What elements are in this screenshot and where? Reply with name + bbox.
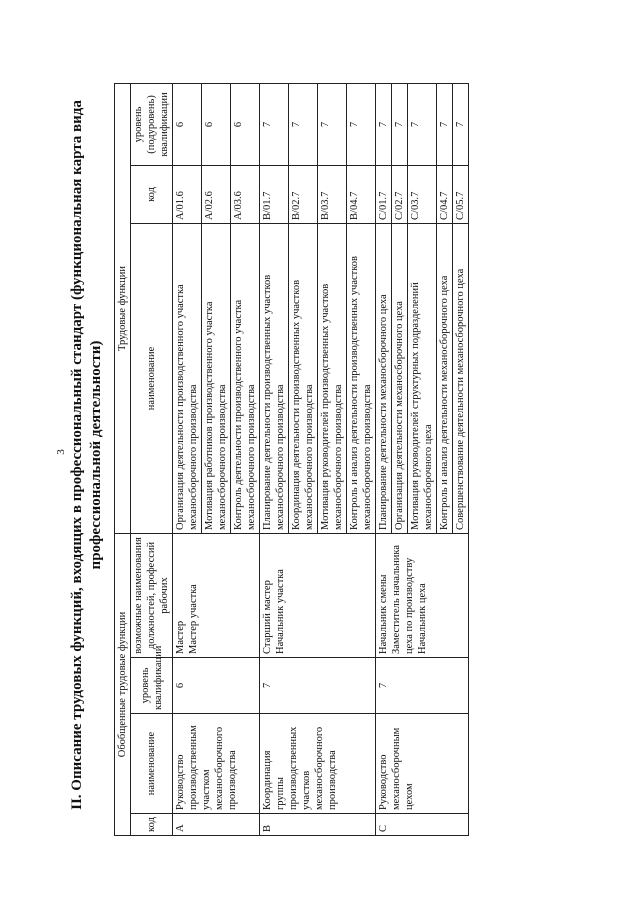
function-code: A/02.6 — [202, 165, 231, 223]
function-name: Координация деятельности производственных участков механосборочного производства — [289, 223, 318, 533]
function-level: 6 — [202, 83, 231, 165]
header-lf-level: уровень (подуровень) квалификации — [131, 83, 173, 165]
group-positions: Начальник смены Заместитель начальника цеха по производству Начальник цеха — [376, 533, 469, 657]
header-name: наименование — [131, 714, 173, 814]
table-subheader-row — [131, 83, 173, 835]
table-row — [260, 83, 289, 835]
header-generalized: Обобщенные трудовые функции — [115, 533, 131, 835]
function-name: Совершенствование деятельности механосборочного цеха — [453, 223, 469, 533]
function-level: 7 — [318, 83, 347, 165]
group-level: 6 — [173, 658, 260, 714]
function-name: Организация деятельности механосборочного цеха — [392, 223, 408, 533]
function-name: Планирование деятельности механосборочного цеха — [376, 223, 392, 533]
group-code: B — [260, 814, 376, 836]
function-name: Мотивация работников производственного участка механосборочного производства — [202, 223, 231, 533]
function-code: C/03.7 — [408, 165, 437, 223]
section-title: II. Описание трудовых функций, входящих в профессиональный стандарт (функциональная карта вида профессиональной деятельности) — [69, 100, 104, 810]
group-positions: Мастер Мастер участка — [173, 533, 260, 657]
function-level: 7 — [392, 83, 408, 165]
function-code: C/04.7 — [437, 165, 453, 223]
function-name: Планирование деятельности производственных участков механосборочного производства — [260, 223, 289, 533]
function-level: 7 — [260, 83, 289, 165]
function-level: 7 — [376, 83, 392, 165]
function-code: B/04.7 — [347, 165, 376, 223]
table-row — [173, 83, 202, 835]
group-name: Координация группы производственных участков механосборочного производства — [260, 714, 376, 814]
group-code: C — [376, 814, 469, 836]
function-level: 7 — [289, 83, 318, 165]
table-header-row — [115, 83, 131, 835]
function-code: B/01.7 — [260, 165, 289, 223]
functional-map-table — [114, 83, 469, 836]
group-code: A — [173, 814, 260, 836]
function-level: 6 — [231, 83, 260, 165]
header-labor-functions: Трудовые функции — [115, 83, 131, 533]
function-name: Мотивация руководителей производственных участков механосборочного производства — [318, 223, 347, 533]
function-code: C/01.7 — [376, 165, 392, 223]
header-positions: возможные наименования должностей, профессий рабочих — [131, 533, 173, 657]
group-name: Руководство механосборочным цехом — [376, 714, 469, 814]
function-level: 7 — [408, 83, 437, 165]
rotated-page-content — [64, 48, 624, 862]
function-code: C/05.7 — [453, 165, 469, 223]
table-body — [173, 83, 469, 835]
page-number: 3 — [54, 449, 67, 455]
group-level: 7 — [376, 658, 469, 714]
function-name: Контроль деятельности производственного участка механосборочного производства — [231, 223, 260, 533]
group-level: 7 — [260, 658, 376, 714]
function-level: 7 — [453, 83, 469, 165]
function-name: Мотивация руководителей структурных подразделений механосборочного цеха — [408, 223, 437, 533]
group-name: Руководство производственным участком механосборочного производства — [173, 714, 260, 814]
header-code: код — [131, 814, 173, 836]
function-name: Организация деятельности производственного участка механосборочного производства — [173, 223, 202, 533]
header-lf-name: наименование — [131, 223, 173, 533]
function-code: A/03.6 — [231, 165, 260, 223]
header-level: уровень квалификации — [131, 658, 173, 714]
function-name: Контроль и анализ деятельности механосборочного цеха — [437, 223, 453, 533]
table-row — [376, 83, 392, 835]
function-code: B/02.7 — [289, 165, 318, 223]
group-positions: Старший мастер Начальник участка — [260, 533, 376, 657]
function-level: 7 — [347, 83, 376, 165]
function-code: A/01.6 — [173, 165, 202, 223]
function-level: 6 — [173, 83, 202, 165]
function-name: Контроль и анализ деятельности производственных участков механосборочного производства — [347, 223, 376, 533]
function-code: C/02.7 — [392, 165, 408, 223]
function-level: 7 — [437, 83, 453, 165]
function-code: B/03.7 — [318, 165, 347, 223]
header-lf-code: код — [131, 165, 173, 223]
